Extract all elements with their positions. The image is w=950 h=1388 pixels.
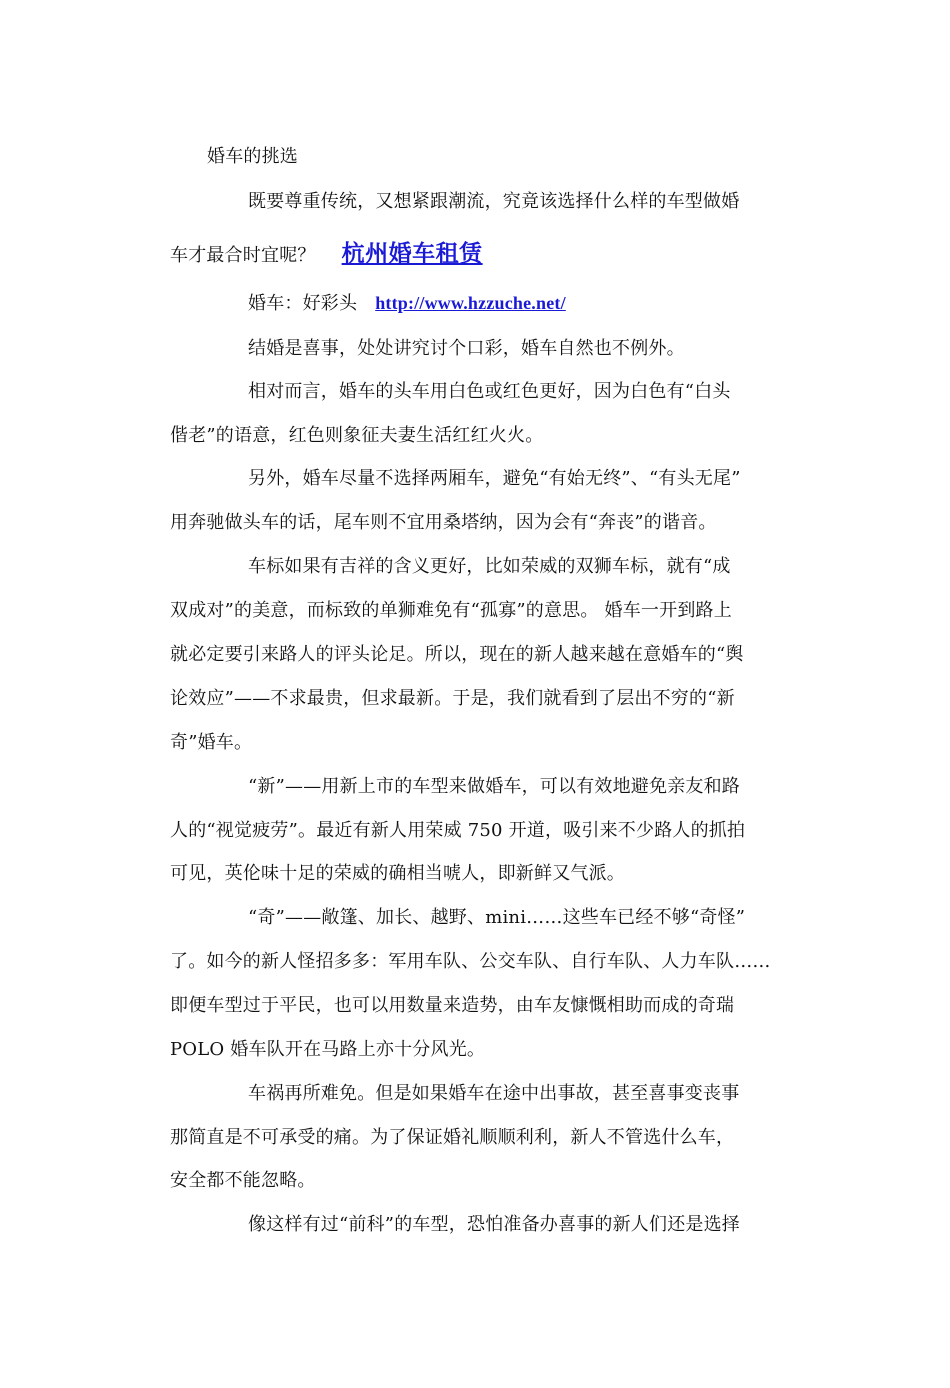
paragraph-line: 安全都不能忽略。 [170, 1170, 316, 1191]
paragraph-line: 奇”婚车。 [170, 732, 253, 753]
paragraph-line: “奇”——敞篷、加长、越野、mini……这些车已经不够“奇怪” [248, 907, 746, 928]
paragraph-line: 就必定要引来路人的评头论足。所以，现在的新人越来越在意婚车的“舆 [170, 644, 744, 665]
paragraph-line: 论效应”——不求最贵，但求最新。于是，我们就看到了层出不穷的“新 [170, 688, 735, 709]
paragraph-line: 用奔驰做头车的话，尾车则不宜用桑塔纳，因为会有“奔丧”的谐音。 [170, 512, 717, 533]
paragraph-line-with-link [170, 242, 483, 268]
paragraph-line: 另外，婚车尽量不选择两厢车，避免“有始无终”、“有头无尾” [248, 468, 741, 489]
slogan-label: 婚车：好彩头 [248, 293, 358, 314]
paragraph-line: 相对而言，婚车的头车用白色或红色更好，因为白色有“白头 [248, 381, 731, 402]
slogan-line [248, 291, 566, 316]
paragraph-line: “新”——用新上市的车型来做婚车，可以有效地避免亲友和路 [248, 776, 741, 797]
paragraph-line: 人的“视觉疲劳”。最近有新人用荣威 750 开道，吸引来不少路人的抓拍 [170, 820, 746, 841]
paragraph-line: 了。如今的新人怪招多多：军用车队、公交车队、自行车队、人力车队…… [170, 951, 771, 972]
paragraph-line: 车祸再所难免。但是如果婚车在途中出事故，甚至喜事变丧事 [248, 1083, 740, 1104]
document-heading: 婚车的挑选 [207, 146, 298, 167]
paragraph-line: POLO 婚车队开在马路上亦十分风光。 [170, 1039, 486, 1060]
paragraph-line: 像这样有过“前科”的车型，恐怕准备办喜事的新人们还是选择 [248, 1214, 741, 1235]
paragraph-line: 那简直是不可承受的痛。为了保证婚礼顺顺利利，新人不管选什么车， [170, 1127, 735, 1148]
paragraph-line: 既要尊重传统，又想紧跟潮流，究竟该选择什么样的车型做婚 [248, 191, 740, 212]
paragraph-line: 车标如果有吉祥的含义更好，比如荣威的双狮车标，就有“成 [248, 556, 731, 577]
paragraph-line: 结婚是喜事，处处讲究讨个口彩，婚车自然也不例外。 [248, 338, 685, 359]
paragraph-line: 即便车型过于平民，也可以用数量来造势，由车友慷慨相助而成的奇瑞 [170, 995, 735, 1016]
paragraph-line: 双成对”的美意，而标致的单狮难免有“孤寡”的意思。 婚车一开到路上 [170, 600, 732, 621]
paragraph-line: 可见，英伦味十足的荣威的确相当唬人，即新鲜又气派。 [170, 863, 625, 884]
paragraph-text: 车才最合时宜呢？ [170, 245, 316, 266]
rental-link[interactable]: 杭州婚车租赁 [341, 241, 483, 267]
website-url-link[interactable]: http://www.hzzuche.net/ [375, 293, 566, 313]
paragraph-line: 偕老”的语意，红色则象征夫妻生活红红火火。 [170, 425, 544, 446]
